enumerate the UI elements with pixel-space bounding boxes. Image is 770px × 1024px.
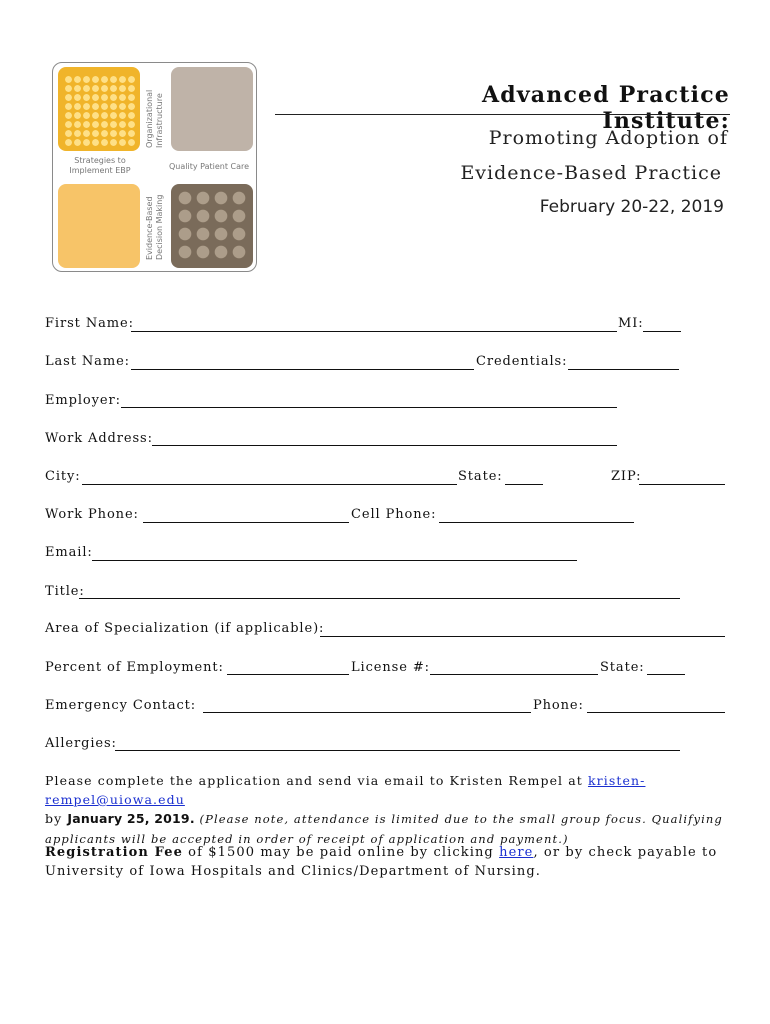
fee-text: of $1500 may be paid online by clicking (182, 845, 500, 860)
allergies-label: Allergies: (45, 736, 117, 751)
logo-label-organizational (145, 90, 165, 148)
logo-text: Implement EBP (69, 166, 131, 175)
title-field[interactable] (79, 598, 680, 599)
logo-quadrant-bottom-right (171, 184, 253, 268)
first-name-label: First Name: (45, 316, 134, 331)
license-state-label: State: (600, 660, 645, 675)
fee-text: , or by check payable to University of Iowa Hospitals and Clinics/Department of Nursing. (45, 845, 718, 879)
city-label: City: (45, 469, 81, 484)
work-address-field[interactable] (152, 445, 617, 446)
percent-employment-field[interactable] (227, 674, 349, 675)
phone-label: Phone: (533, 698, 584, 713)
work-phone-field[interactable] (143, 522, 349, 523)
allergies-field[interactable] (115, 750, 680, 751)
work-address-label: Work Address: (45, 431, 153, 446)
attendance-note: (Please note, attendance is limited due to the small group focus. Qualifying applicants will be accepted in order of receipt of application and payment.) (45, 812, 723, 846)
email-label: Email: (45, 545, 93, 560)
city-field[interactable] (82, 484, 457, 485)
submission-instructions (45, 771, 735, 849)
subtitle-line-2: Evidence-Based Practice (460, 162, 722, 184)
employer-label: Employer: (45, 393, 121, 408)
license-field[interactable] (430, 674, 598, 675)
pay-online-link[interactable]: here (499, 845, 534, 860)
logo-quadrant-top-right (171, 67, 253, 151)
last-name-label: Last Name: (45, 354, 130, 369)
logo-quadrant-top-left (58, 67, 140, 151)
event-date: February 20-22, 2019 (539, 197, 724, 217)
deadline-date: January 25, 2019. (67, 811, 195, 826)
logo-label-evidence (145, 195, 165, 260)
state-label: State: (458, 469, 503, 484)
credentials-label: Credentials: (476, 354, 568, 369)
last-name-field[interactable] (131, 369, 474, 370)
logo-text: Evidence-Based (145, 196, 154, 260)
logo-label-strategies (65, 156, 135, 176)
logo-text: Infrastructure (155, 93, 164, 148)
first-name-field[interactable] (131, 331, 617, 332)
title-divider (275, 114, 730, 115)
institute-logo (52, 62, 257, 272)
employer-field[interactable] (121, 407, 617, 408)
zip-label: ZIP: (611, 469, 642, 484)
work-phone-label: Work Phone: (45, 507, 139, 522)
emergency-contact-label: Emergency Contact: (45, 698, 197, 713)
emergency-contact-field[interactable] (203, 712, 531, 713)
credentials-field[interactable] (568, 369, 679, 370)
registration-fee-paragraph (45, 843, 735, 881)
specialization-label: Area of Specialization (if applicable): (45, 621, 325, 636)
license-state-field[interactable] (647, 674, 685, 675)
logo-quadrant-bottom-left (58, 184, 140, 268)
kristen-email-link[interactable]: kristen-rempel@uiowa.edu (45, 773, 646, 807)
zip-field[interactable] (639, 484, 725, 485)
subtitle-line-1: Promoting Adoption of (488, 127, 728, 149)
percent-employment-label: Percent of Employment: (45, 660, 224, 675)
logo-text: Strategies to (74, 156, 126, 165)
registration-fee-label: Registration Fee (45, 845, 183, 860)
cell-phone-field[interactable] (439, 522, 634, 523)
license-label: License #: (351, 660, 430, 675)
cell-phone-label: Cell Phone: (351, 507, 437, 522)
logo-dots (64, 75, 136, 147)
logo-text: Organizational (145, 89, 154, 148)
logo-text: Decision Making (155, 194, 164, 260)
page-title: Advanced Practice Institute: (481, 82, 730, 134)
instructions-text: by (45, 811, 68, 826)
specialization-field[interactable] (320, 636, 725, 637)
email-field[interactable] (92, 560, 577, 561)
instructions-text: Please complete the application and send via email to Kristen Rempel at (45, 773, 588, 788)
mi-label: MI: (618, 316, 644, 331)
logo-dots (176, 189, 250, 263)
title-label: Title: (45, 584, 85, 599)
mi-field[interactable] (643, 331, 681, 332)
logo-label-quality: Quality Patient Care (169, 162, 250, 171)
state-field[interactable] (505, 484, 543, 485)
phone-field[interactable] (587, 712, 725, 713)
